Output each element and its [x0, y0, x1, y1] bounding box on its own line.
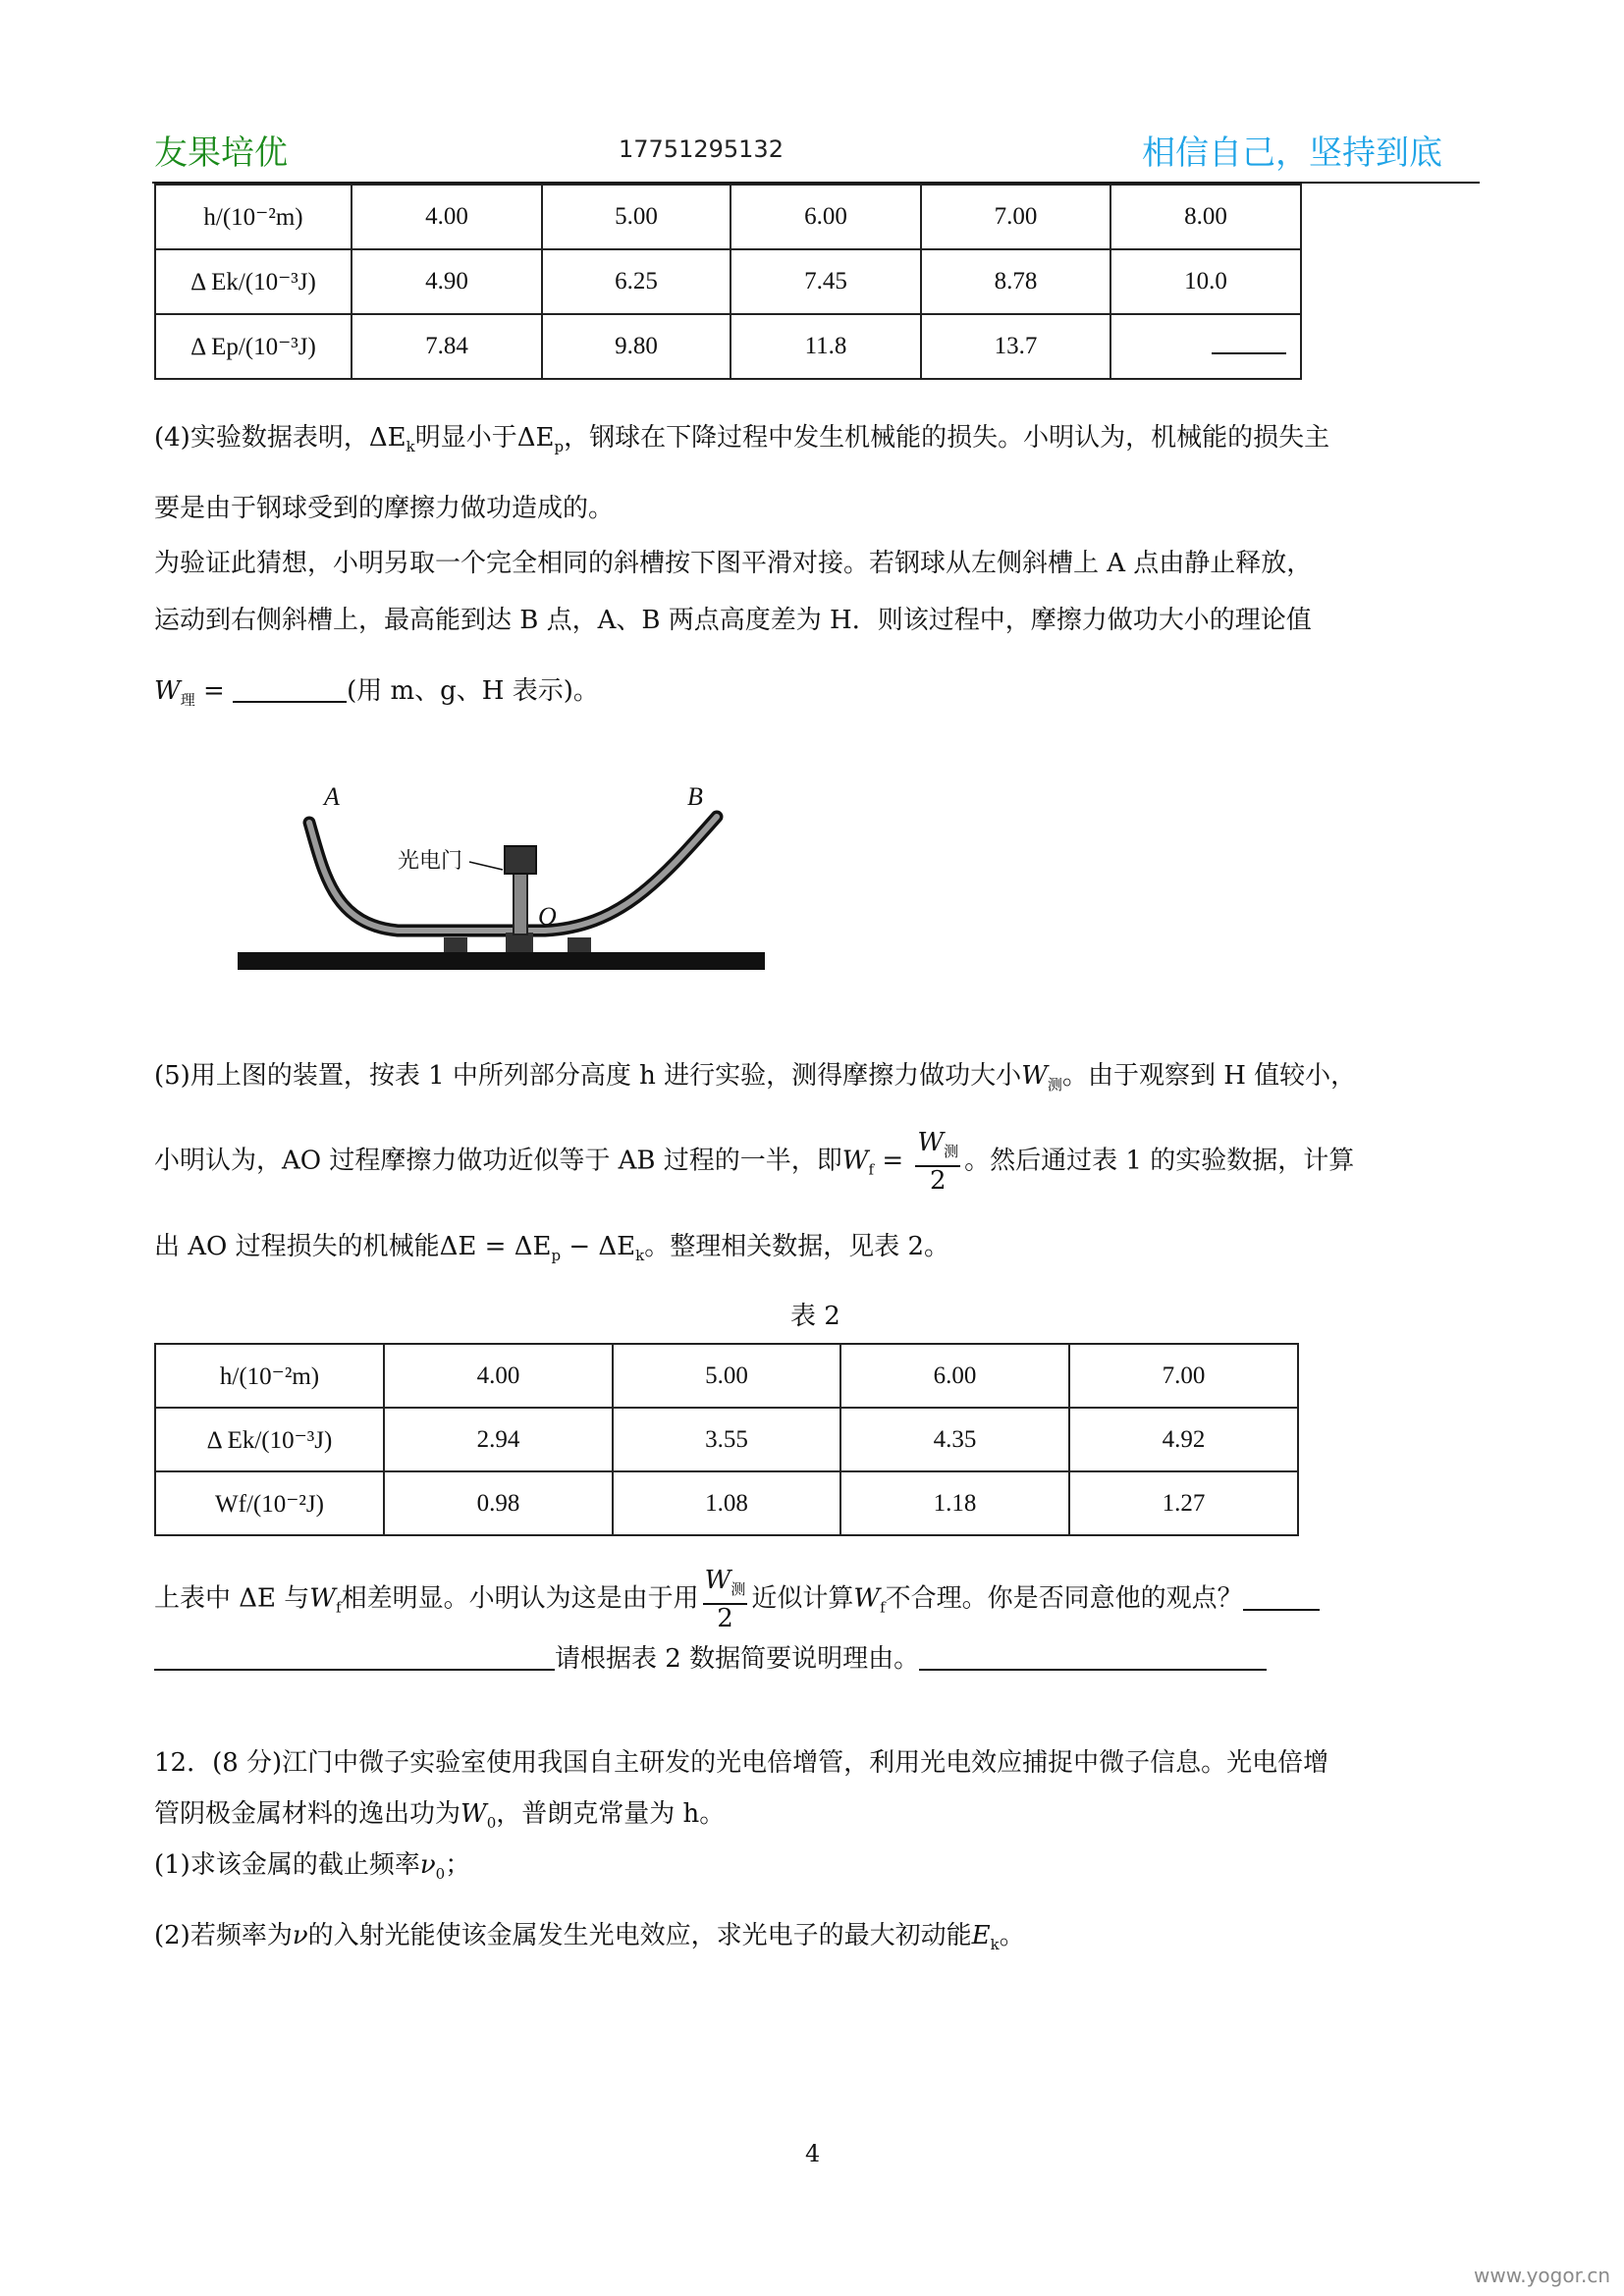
answer-blank: [1243, 1585, 1320, 1611]
table-cell-blank: [1110, 314, 1301, 379]
label-b: B: [687, 782, 703, 811]
support-right: [568, 937, 591, 952]
q12-line-1: 12．(8 分)江门中微子实验室使用我国自主研发的光电倍增管，利用光电效应捕捉中微子信息。光电倍增: [154, 1748, 1329, 1778]
table-row: [155, 249, 1301, 314]
t2-discussion-line-2: 请根据表 2 数据简要说明理由。: [154, 1641, 1267, 1677]
answer-blank: [919, 1645, 1267, 1671]
table-row: [155, 314, 1301, 379]
q5-line-1: (5)用上图的装置，按表 1 中所列部分高度 h 进行实验，测得摩擦力做功大小$W_测$。由于观察到 H 值较小，: [154, 1061, 1357, 1094]
table-cell: 6.00: [731, 185, 921, 249]
contact-phone: 17751295132: [619, 135, 784, 163]
table-cell: 1.18: [840, 1471, 1069, 1535]
q4-line-1: (4)实验数据表明，$\Delta E_k$明显小于$\Delta E_p$，钢球在下降过程中发生机械能的损失。小明认为，机械能的损失主: [154, 423, 1330, 455]
table-cell: 1.08: [613, 1471, 840, 1535]
table-cell: 10.0: [1110, 249, 1301, 314]
table-cell: 3.55: [613, 1408, 840, 1471]
table-cell: 7.00: [921, 185, 1110, 249]
base-board: [238, 952, 765, 970]
label-o: O: [538, 902, 557, 931]
q12-line-4: (2)若频率为ν的入射光能使该金属发生光电效应，求光电子的最大初动能$E_k$。: [154, 1921, 1025, 1953]
motto: 相信自己，坚持到底: [1142, 133, 1442, 173]
t2-discussion-line-1: 上表中 ΔE 与$W_f$相差明显。小明认为这是由于用 $\frac{W_测}{2}$ 近似计算$W_f$不合理。你是否同意他的观点？: [154, 1567, 1320, 1632]
table-2-caption: 表 2: [790, 1302, 840, 1331]
row-label: Δ Ek/(10⁻³J): [155, 249, 352, 314]
table-cell: 8.00: [1110, 185, 1301, 249]
table-cell: 6.25: [542, 249, 731, 314]
q4-line-3: 为验证此猜想，小明另取一个完全相同的斜槽按下图平滑对接。若钢球从左侧斜槽上 A 点由静止释放，: [154, 549, 1313, 578]
table-cell: 4.00: [352, 185, 542, 249]
q5-line-2: 小明认为，AO 过程摩擦力做功近似等于 AB 过程的一半，即$W_f$ = $\frac{W_测}{2}$ 。然后通过表 1 的实验数据，计算: [154, 1128, 1355, 1196]
table-cell: 7.45: [731, 249, 921, 314]
table-cell: 4.00: [384, 1344, 613, 1408]
table-row: [155, 1408, 1298, 1471]
row-label: Δ Ep/(10⁻³J): [155, 314, 352, 379]
table-cell: 8.78: [921, 249, 1110, 314]
table-row: [155, 1471, 1298, 1535]
table-cell: 2.94: [384, 1408, 613, 1471]
table-cell: 9.80: [542, 314, 731, 379]
photogate-label: 光电门: [398, 849, 463, 874]
table-cell: 4.92: [1069, 1408, 1298, 1471]
table-cell: 4.90: [352, 249, 542, 314]
q4-line-4: 运动到右侧斜槽上，最高能到达 B 点，A、B 两点高度差为 H．则该过程中，摩擦力做功大小的理论值: [154, 606, 1312, 635]
answer-blank: [154, 1645, 555, 1671]
page-header: [152, 126, 1480, 185]
row-label: h/(10⁻²m): [155, 185, 352, 249]
photogate-head: [505, 846, 536, 874]
table-cell: 6.00: [840, 1344, 1069, 1408]
table-cell: 5.00: [613, 1344, 840, 1408]
q4-line-2: 要是由于钢球受到的摩擦力做功造成的。: [154, 494, 615, 523]
photogate-leader: [469, 862, 503, 870]
table-cell: 0.98: [384, 1471, 613, 1535]
q4-line-5: $W_理$ = (用 m、g、H 表示)。: [154, 676, 599, 709]
page-number: 4: [805, 2140, 821, 2167]
row-label: Wf/(10⁻²J): [155, 1471, 384, 1535]
answer-blank: [1212, 333, 1286, 354]
data-table-1: [154, 184, 1302, 380]
fraction-w-over-2: $\frac{W_测}{2}$: [704, 1566, 746, 1633]
table-cell: 4.35: [840, 1408, 1069, 1471]
table-cell: 11.8: [731, 314, 921, 379]
watermark: www.yogor.cn: [1473, 2264, 1610, 2287]
table-cell: 5.00: [542, 185, 731, 249]
label-a: A: [324, 782, 340, 811]
apparatus-figure: [226, 775, 776, 991]
table-cell: 7.84: [352, 314, 542, 379]
q12-line-3: (1)求该金属的截止频率$\nu_0$；: [154, 1850, 471, 1883]
fraction-w-over-2: $\frac{W_测}{2}$: [917, 1128, 959, 1196]
data-table-2: [154, 1343, 1299, 1536]
table-row: [155, 1344, 1298, 1408]
table-row: [155, 185, 1301, 249]
table-cell: 7.00: [1069, 1344, 1298, 1408]
answer-blank: [233, 677, 347, 703]
photogate-post: [514, 872, 527, 934]
row-label: h/(10⁻²m): [155, 1344, 384, 1408]
subscript-k: k: [406, 438, 415, 455]
brand-name: 友果培优: [154, 133, 288, 173]
table-cell: 1.27: [1069, 1471, 1298, 1535]
q5-line-3: 出 AO 过程损失的机械能$\Delta E = \Delta E_p - \Delta E_k$。整理相关数据，见表 2。: [154, 1232, 950, 1264]
row-label: Δ Ek/(10⁻³J): [155, 1408, 384, 1471]
support-left: [444, 937, 467, 952]
subscript-p: p: [554, 438, 565, 455]
table-cell: 13.7: [921, 314, 1110, 379]
q12-line-2: 管阴极金属材料的逸出功为$W_0$，普朗克常量为 h。: [154, 1799, 726, 1832]
